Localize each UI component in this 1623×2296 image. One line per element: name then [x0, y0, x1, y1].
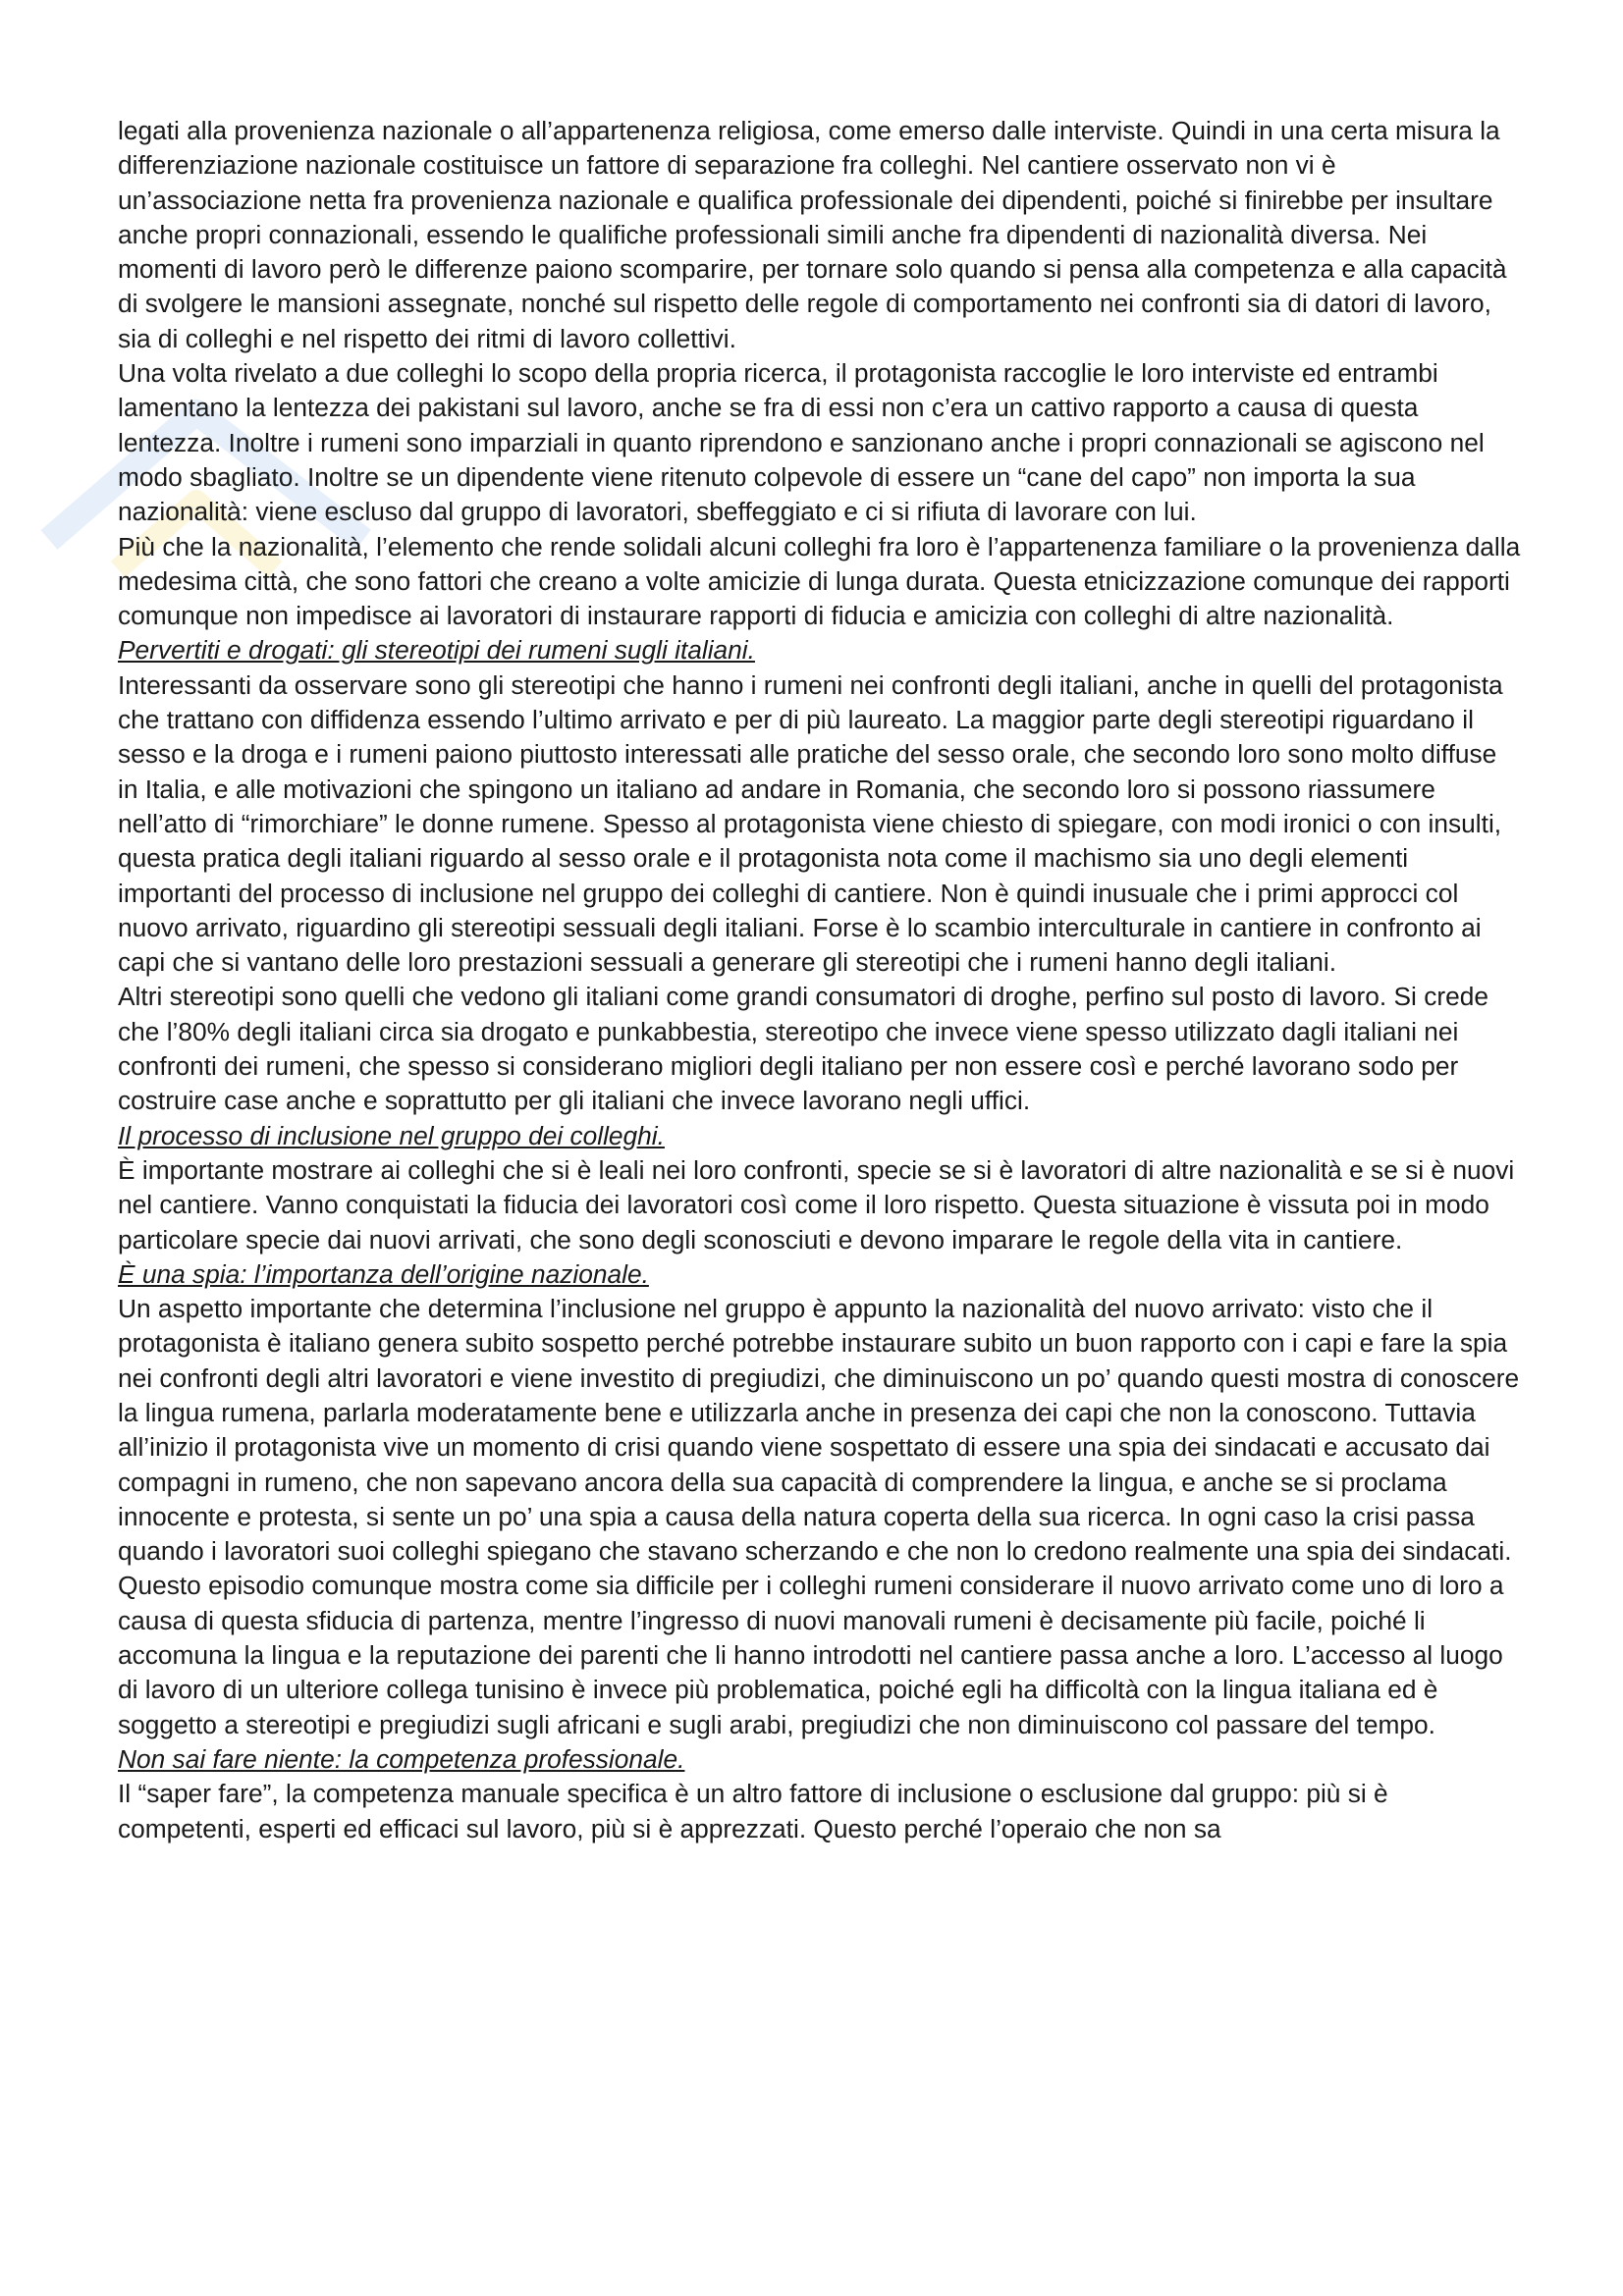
paragraph: Interessanti da osservare sono gli stereotipi che hanno i rumeni nei confronti degli italiani, anche in quelli del protagonista che trattano con diffidenza essendo l’ultimo arrivato e per di più laureato. La maggior parte degli stereotipi riguardano il sesso e la droga e i rumeni paiono piuttosto interessati alle pratiche del sesso orale, che secondo loro sono molto diffuse in Italia, e alle motivazioni che spingono un italiano ad andare in Romania, che secondo loro si possono riassumere nell’atto di “rimorchiare” le donne rumene. Spesso al protagonista viene chiesto di spiegare, con modi ironici o con insulti, questa pratica degli italiani riguardo al sesso orale e il protagonista nota come il machismo sia uno degli elementi importanti del processo di inclusione nel gruppo dei colleghi di cantiere. Non è quindi inusuale che i primi approcci col nuovo arrivato, riguardino gli stereotipi sessuali degli italiani. Forse è lo scambio interculturale in cantiere in confronto ai capi che si vantano delle loro prestazioni sessuali a generare gli stereotipi che i rumeni hanno degli italiani. — [118, 669, 1503, 978]
paragraph: Altri stereotipi sono quelli che vedono gli italiani come grandi consumatori di droghe, perfino sul posto di lavoro. Si crede che l’80% degli italiani circa sia drogato e punkabbestia, stereotipo che invece viene spesso utilizzato dagli italiani nei confronti dei rumeni, che spesso si considerano migliori degli italiano per non essere così e perché lavorano sodo per costruire case anche e soprattutto per gli italiani che invece lavorano negli uffici. — [118, 982, 1488, 1116]
paragraph: legati alla provenienza nazionale o all’appartenenza religiosa, come emerso dalle interviste. Quindi in una certa misura la differenziazione nazionale costituisce un fattore di separazione fra colleghi. Nel cantiere osservato non vi è un’associazione netta fra provenienza nazionale e qualifica professionale dei dipendenti, poiché si finirebbe per insultare anche propri connazionali, essendo le qualifiche professionali simili anche fra dipendenti di nazionalità diversa. Nei momenti di lavoro però le differenze paiono scomparire, per tornare solo quando si pensa alla competenza e alla capacità di svolgere le mansioni assegnate, nonché sul rispetto delle regole di comportamento nei confronti sia di datori di lavoro, sia di colleghi e nel rispetto dei ritmi di lavoro collettivi. — [118, 116, 1507, 353]
paragraph: Un aspetto importante che determina l’inclusione nel gruppo è appunto la nazionalità del nuovo arrivato: visto che il protagonista è italiano genera subito sospetto perché potrebbe instaurare subito un buon rapporto con i capi e fare la spia nei confronti degli altri lavoratori e viene investito di pregiudizi, che diminuiscono un po’ quando questi mostra di conoscere la lingua rumena, parlarla moderatamente bene e utilizzarla anche in presenza dei capi che non la conoscono. Tuttavia all’inizio il protagonista vive un momento di crisi quando viene sospettato di essere una spia dei sindacati e accusato dai compagni in rumeno, che non sapevano ancora della sua capacità di comprendere la lingua, e anche se si proclama innocente e protesta, si sente un po’ una spia a causa della natura coperta della sua ricerca. In ogni caso la crisi passa quando i lavoratori suoi colleghi spiegano che stavano scherzando e che non lo credono realmente una spia dei sindacati. Questo episodio comunque mostra come sia difficile per i colleghi rumeni considerare il nuovo arrivato come uno di loro a causa di questa sfiducia di partenza, mentre l’ingresso di nuovi manovali rumeni è decisamente più facile, poiché li accomuna la lingua e la reputazione dei parenti che li hanno introdotti nel cantiere passa anche a loro. L’accesso al luogo di lavoro di un ulteriore collega tunisino è invece più problematica, poiché egli ha difficoltà con la lingua italiana ed è soggetto a stereotipi e pregiudizi sugli africani e sugli arabi, pregiudizi che non diminuiscono col passare del tempo. — [118, 1294, 1520, 1739]
section-heading: Non sai fare niente: la competenza professionale. — [118, 1743, 685, 1774]
section-heading: Pervertiti e drogati: gli stereotipi dei rumeni sugli italiani. — [118, 635, 755, 666]
paragraph: È importante mostrare ai colleghi che si è leali nei loro confronti, specie se si è lavoratori di altre nazionalità e se si è nuovi nel cantiere. Vanno conquistati la fiducia dei lavoratori così come il loro rispetto. Questa situazione è vissuta poi in modo particolare specie dai nuovi arrivati, che sono degli sconosciuti e devono imparare le regole della vita in cantiere. — [118, 1154, 1515, 1255]
paragraph: Più che la nazionalità, l’elemento che rende solidali alcuni colleghi fra loro è l’appartenenza familiare o la provenienza dalla medesima città, che sono fattori che creano a volte amicizie di lunga durata. Questa etnicizzazione comunque dei rapporti comunque non impedisce ai lavoratori di instaurare rapporti di fiducia e amicizia con colleghi di altre nazionalità. — [118, 531, 1521, 631]
document-body — [118, 114, 1522, 1846]
paragraph: Il “saper fare”, la competenza manuale specifica è un altro fattore di inclusione o esclusione dal gruppo: più si è competenti, esperti ed efficaci sul lavoro, più si è apprezzati. Questo perché l’operaio che non sa — [118, 1779, 1388, 1843]
paragraph: Una volta rivelato a due colleghi lo scopo della propria ricerca, il protagonista raccoglie le loro interviste ed entrambi lamentano la lentezza dei pakistani sul lavoro, anche se fra di essi non c’era un cattivo rapporto a causa di questa lentezza. Inoltre i rumeni sono imparziali in quanto riprendono e sanzionano anche i propri connazionali se agiscono nel modo sbagliato. Inoltre se un dipendente viene ritenuto colpevole di essere un “cane del capo” non importa la sua nazionalità: viene escluso dal gruppo di lavoratori, sbeffeggiato e ci si rifiuta di lavorare con lui. — [118, 358, 1485, 527]
section-heading: Il processo di inclusione nel gruppo dei colleghi. — [118, 1120, 665, 1150]
section-heading: È una spia: l’importanza dell’origine nazionale. — [118, 1258, 649, 1289]
